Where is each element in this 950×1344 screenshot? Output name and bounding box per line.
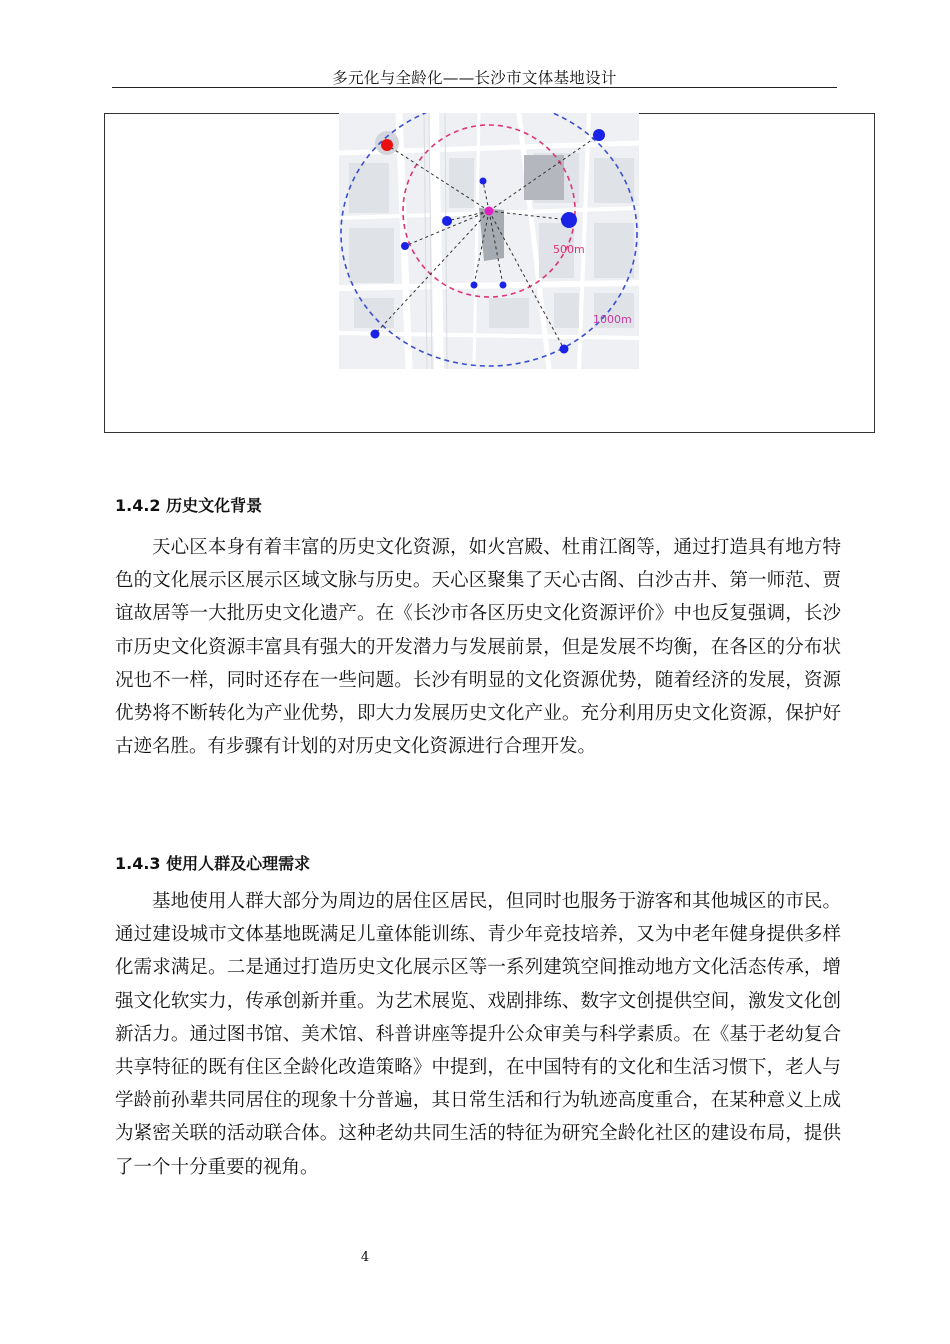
section-paragraph-1-4-2: 天心区本身有着丰富的历史文化资源，如火宫殿、杜甫江阁等，通过打造具有地方特色的文化展示区展示区域文脉与历史。天心区聚集了天心古阁、白沙古井、第一师范、贾谊故居等一大批历史文化遗产。在《长沙市各区历史文化资源评价》中也反复强调，长沙市历史文化资源丰富具有强大的开发潜力与发展前景，但是发展不均衡，在各区的分布状况也不一样，同时还存在一些问题。长沙有明显的文化资源优势，随着经济的发展，资源优势将不断转化为产业优势，即大力发展历史文化产业。充分利用历史文化资源，保护好古迹名胜。有步骤有计划的对历史文化资源进行合理开发。 — [115, 537, 841, 758]
site-radius-map — [339, 113, 639, 369]
page-number: 4 — [360, 1250, 370, 1265]
resource-point — [401, 242, 409, 250]
resource-point — [442, 216, 452, 226]
header-rule — [112, 87, 837, 88]
resource-point — [500, 282, 507, 289]
resource-point — [480, 178, 487, 185]
section-paragraph-1-4-3: 基地使用人群大部分为周边的居住区居民，但同时也服务于游客和其他城区的市民。通过建设城市文体基地既满足儿童体能训练、青少年竞技培养，又为中老年健身提供多样化需求满足。二是通过打造历史文化展示区等一系列建筑空间推动地方文化活态传承，增强文化软实力，传承创新并重。为艺术展览、戏剧排练、数字文创提供空间，激发文化创新活力。通过图书馆、美术馆、科普讲座等提升公众审美与科学素质。在《基于老幼复合共享特征的既有住区全龄化改造策略》中提到，在中国特有的文化和生活习惯下，老人与学龄前孙辈共同居住的现象十分普遍，其日常生活和行为轨迹高度重合，在某种意义上成为紧密关联的活动联合体。这种老幼共同生活的特征为研究全龄化社区的建设布局，提供了一个十分重要的视角。 — [115, 891, 841, 1178]
resource-point — [561, 212, 577, 228]
resource-point — [471, 282, 478, 289]
running-header: 多元化与全龄化——长沙市文体基地设计 — [332, 69, 617, 87]
label-1000m: 1000m — [593, 313, 632, 326]
section-heading-1-4-3: 1.4.3 使用人群及心理需求 — [115, 854, 311, 873]
label-500m: 500m — [553, 243, 585, 256]
resource-point — [371, 330, 380, 339]
site-point-red — [381, 139, 393, 151]
map-dark-block-1 — [524, 155, 564, 200]
section-heading-1-4-2: 1.4.2 历史文化背景 — [115, 496, 263, 515]
resource-point — [593, 129, 605, 141]
center-point — [485, 207, 494, 216]
resource-point — [560, 345, 569, 354]
